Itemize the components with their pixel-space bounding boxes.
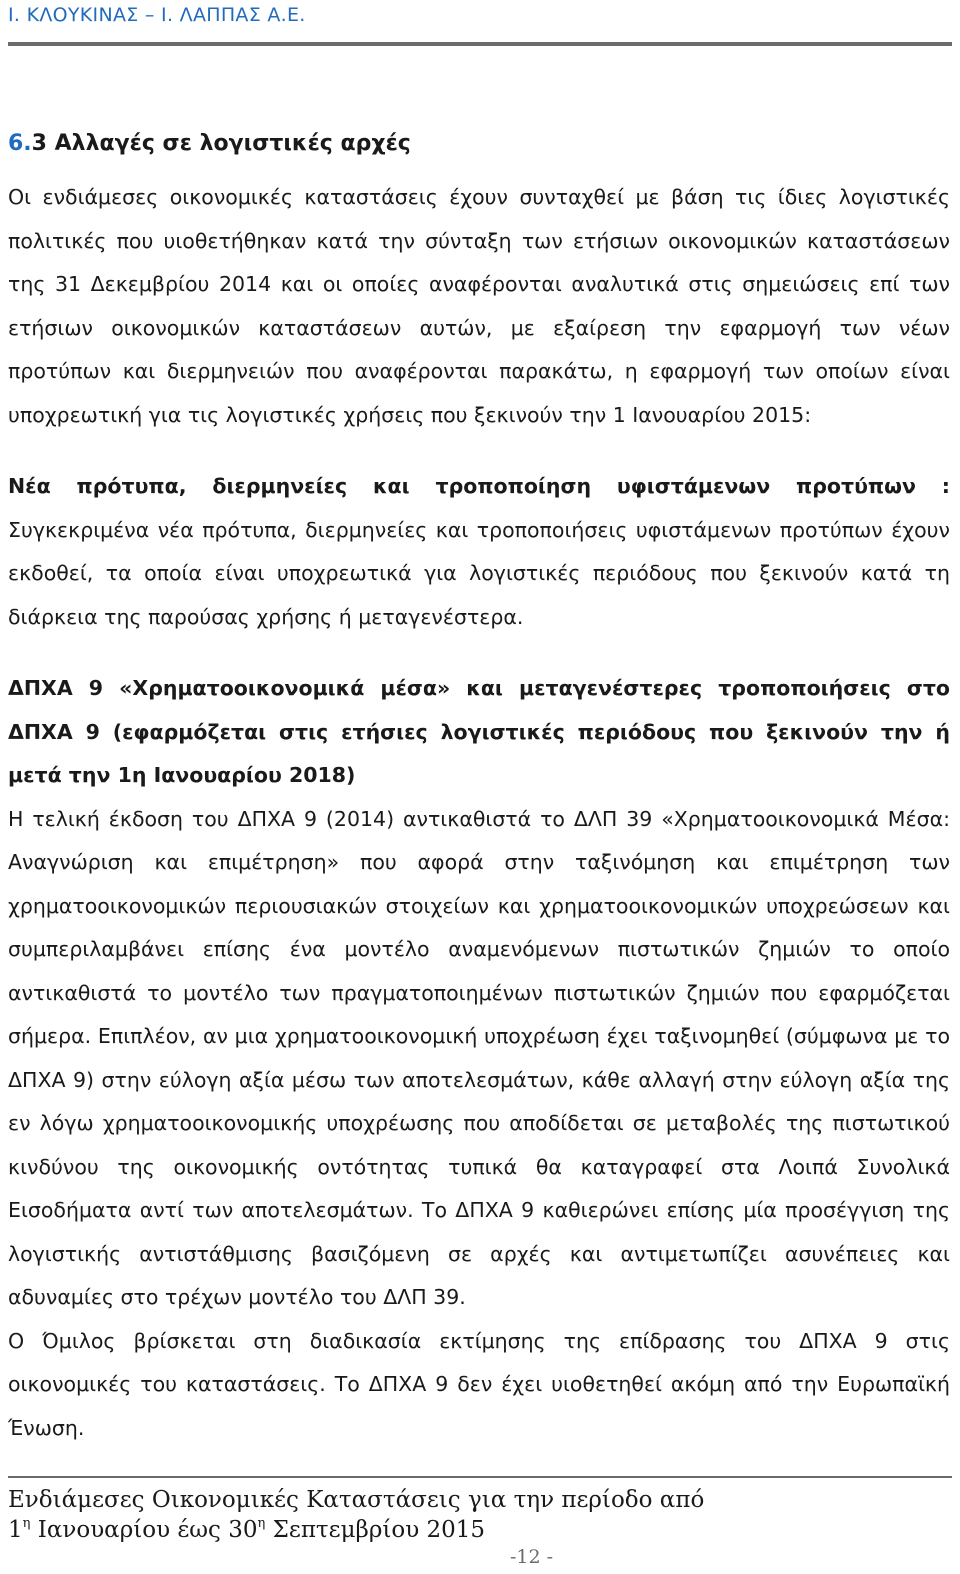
footer-day-start: 1 xyxy=(8,1517,23,1543)
intro-paragraph: Οι ενδιάμεσες οικονομικές καταστάσεις έχουν συνταχθεί με βάση τις ίδιες λογιστικές πολιτικές που υιοθετήθηκαν κατά την σύνταξη των ετήσιων οικονομικών καταστάσεων της 31 Δεκεμβρίου 2014 και οι οποίες αναφέρονται αναλυτικά στις σημειώσεις επί των ετήσιων οικονομικών καταστάσεων αυτών, με εξαίρεση την εφαρμογή των νέων προτύπων και διερμηνειών που αναφέρονται παρακάτω, η εφαρμογή των οποίων είναι υποχρεωτική για τις λογιστικές χρήσεις που ξεκινούν την 1 Ιανουαρίου 2015: xyxy=(8,185,950,427)
header-divider xyxy=(8,42,952,46)
footer-mid: Ιανουαρίου έως 30 xyxy=(30,1517,258,1543)
section-title: 3 Αλλαγές σε λογιστικές αρχές xyxy=(31,131,411,156)
spacer xyxy=(8,437,950,465)
section-number: 6. xyxy=(8,131,32,156)
page-number: -12 - xyxy=(510,1546,554,1568)
footer-ordinal-1: η xyxy=(22,1516,31,1531)
company-name: Ι. ΚΛΟΥΚΙΝΑΣ – Ι. ΛΑΠΠΑΣ Α.Ε. xyxy=(8,4,306,26)
ifrs9-heading: ΔΠΧΑ 9 «Χρηματοοικονομικά μέσα» και μεταγενέστερες τροποποιήσεις στο ΔΠΧΑ 9 (εφαρμόζεται στις ετήσιες λογιστικές περιόδους που ξεκινούν την ή μετά την 1η Ιανουαρίου 2018) xyxy=(8,676,950,787)
footer-period-line-2 xyxy=(8,1516,485,1543)
document-body xyxy=(8,122,950,1450)
footer-end: Σεπτεμβρίου 2015 xyxy=(265,1517,486,1543)
new-standards-text: Συγκεκριμένα νέα πρότυπα, διερμηνείες και τροποποιήσεις υφιστάμενων προτύπων έχουν εκδοθεί, τα οποία είναι υποχρεωτικά για λογιστικές περιόδους που ξεκινούν κατά τη διάρκεια της παρούσας χρήσης ή μεταγενέστερα. xyxy=(8,517,950,629)
footer-ordinal-2: η xyxy=(257,1516,266,1531)
section-heading xyxy=(8,122,950,166)
ifrs9-paragraph-2: Ο Όμιλος βρίσκεται στη διαδικασία εκτίμησης της επίδρασης του ΔΠΧΑ 9 στις οικονομικές του καταστάσεις. Το ΔΠΧΑ 9 δεν έχει υιοθετηθεί ακόμη από την Ευρωπαϊκή Ένωση. xyxy=(8,1328,950,1440)
spacer xyxy=(8,639,950,667)
new-standards-block xyxy=(8,465,950,639)
new-standards-label: Νέα πρότυπα, διερμηνείες και τροποποίηση υφιστάμενων προτύπων : xyxy=(8,474,950,498)
ifrs9-paragraph-1: Η τελική έκδοση του ΔΠΧΑ 9 (2014) αντικαθιστά το ΔΛΠ 39 «Χρηματοοικονομικά Μέσα: Αναγνώριση και επιμέτρηση» που αφορά στην ταξινόμηση και επιμέτρηση των χρηματοοικονομικών περιουσιακών στοιχείων και χρηματοοικονομικών υποχρεώσεων και συμπεριλαμβάνει επίσης ένα μοντέλο αναμενόμενων πιστωτικών ζημιών το οποίο αντικαθιστά το μοντέλο των πραγματοποιημένων πιστωτικών ζημιών που εφαρμόζεται σήμερα. Επιπλέον, αν μια χρηματοοικονομική υποχρέωση έχει ταξινομηθεί (σύμφωνα με το ΔΠΧΑ 9) στην εύλογη αξία μέσω των αποτελεσμάτων, κάθε αλλαγή στην εύλογη αξία της εν λόγω χρηματοοικονομικής υποχρέωσης που αποδίδεται σε μεταβολές της πιστωτικού κινδύνου της οικονομικής οντότητας τυπικά θα καταγραφεί στα Λοιπά Συνολικά Εισοδήματα αντί των αποτελεσμάτων. Το ΔΠΧΑ 9 καθιερώνει επίσης μία προσέγγιση της λογιστικής αντιστάθμισης βασιζόμενη σε αρχές και αντιμετωπίζει ασυνέπειες και αδυναμίες στο τρέχων μοντέλο του ΔΛΠ 39. xyxy=(8,806,950,1309)
footer-divider xyxy=(8,1476,952,1478)
footer-period-line-1: Ενδιάμεσες Οικονομικές Καταστάσεις για την περίοδο από xyxy=(8,1487,705,1513)
